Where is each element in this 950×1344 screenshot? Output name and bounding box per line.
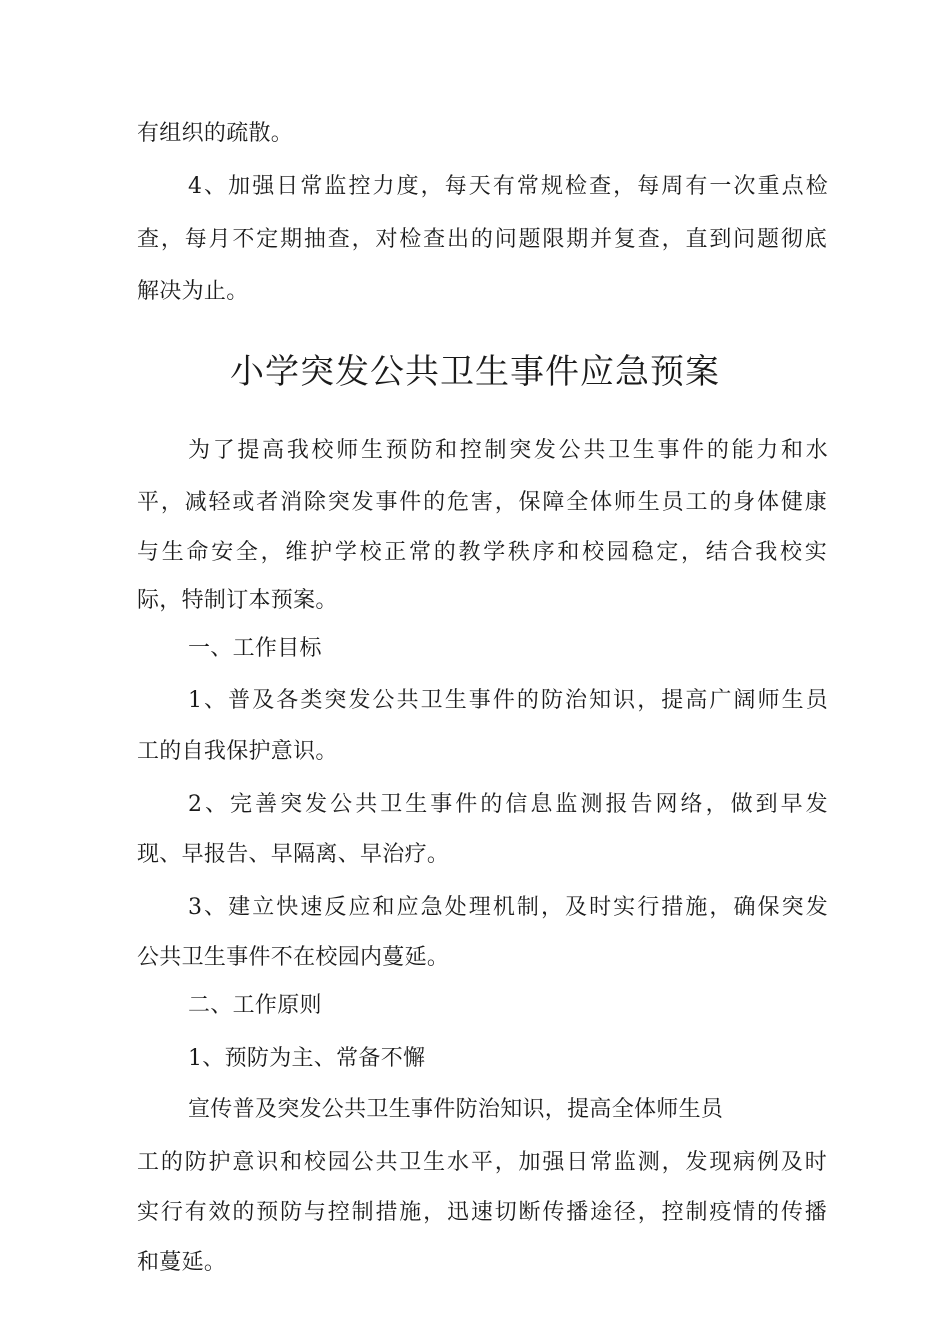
text-line: 公共卫生事件不在校园内蔓延。 (137, 945, 450, 970)
text-line: 1、普及各类突发公共卫生事件的防治知识，提高广阔师生员 (188, 688, 828, 713)
text-line: 实行有效的预防与控制措施，迅速切断传播途径，控制疫情的传播 (137, 1200, 827, 1225)
text-line: 有组织的疏散。 (137, 121, 294, 146)
text-line: 3、建立快速反应和应急处理机制，及时实行措施，确保突发 (188, 895, 828, 920)
subsection-heading: 1、预防为主、常备不懈 (188, 1046, 426, 1071)
text-line: 工的自我保护意识。 (137, 739, 338, 764)
text-line: 为了提高我校师生预防和控制突发公共卫生事件的能力和水 (188, 438, 828, 463)
text-line: 与生命安全，维护学校正常的教学秩序和校园稳定，结合我校实 (137, 540, 827, 565)
text-line: 际，特制订本预案。 (137, 588, 338, 613)
document-title: 小学突发公共卫生事件应急预案 (230, 352, 720, 392)
text-line: 宣传普及突发公共卫生事件防治知识，提高全体师生员 (188, 1097, 724, 1122)
text-line: 查，每月不定期抽查，对检查出的问题限期并复查，直到问题彻底 (137, 227, 827, 252)
text-line: 解决为止。 (137, 279, 249, 304)
section-heading: 二、工作原则 (188, 993, 322, 1018)
text-line: 平，减轻或者消除突发事件的危害，保障全体师生员工的身体健康 (137, 490, 827, 515)
text-line: 2、完善突发公共卫生事件的信息监测报告网络，做到早发 (188, 792, 828, 817)
text-line: 4、加强日常监控力度，每天有常规检查，每周有一次重点检 (188, 174, 828, 199)
text-line: 和蔓延。 (137, 1250, 227, 1275)
text-line: 现、早报告、早隔离、早治疗。 (137, 842, 450, 867)
section-heading: 一、工作目标 (188, 636, 322, 661)
text-line: 工的防护意识和校园公共卫生水平，加强日常监测，发现病例及时 (137, 1150, 827, 1175)
